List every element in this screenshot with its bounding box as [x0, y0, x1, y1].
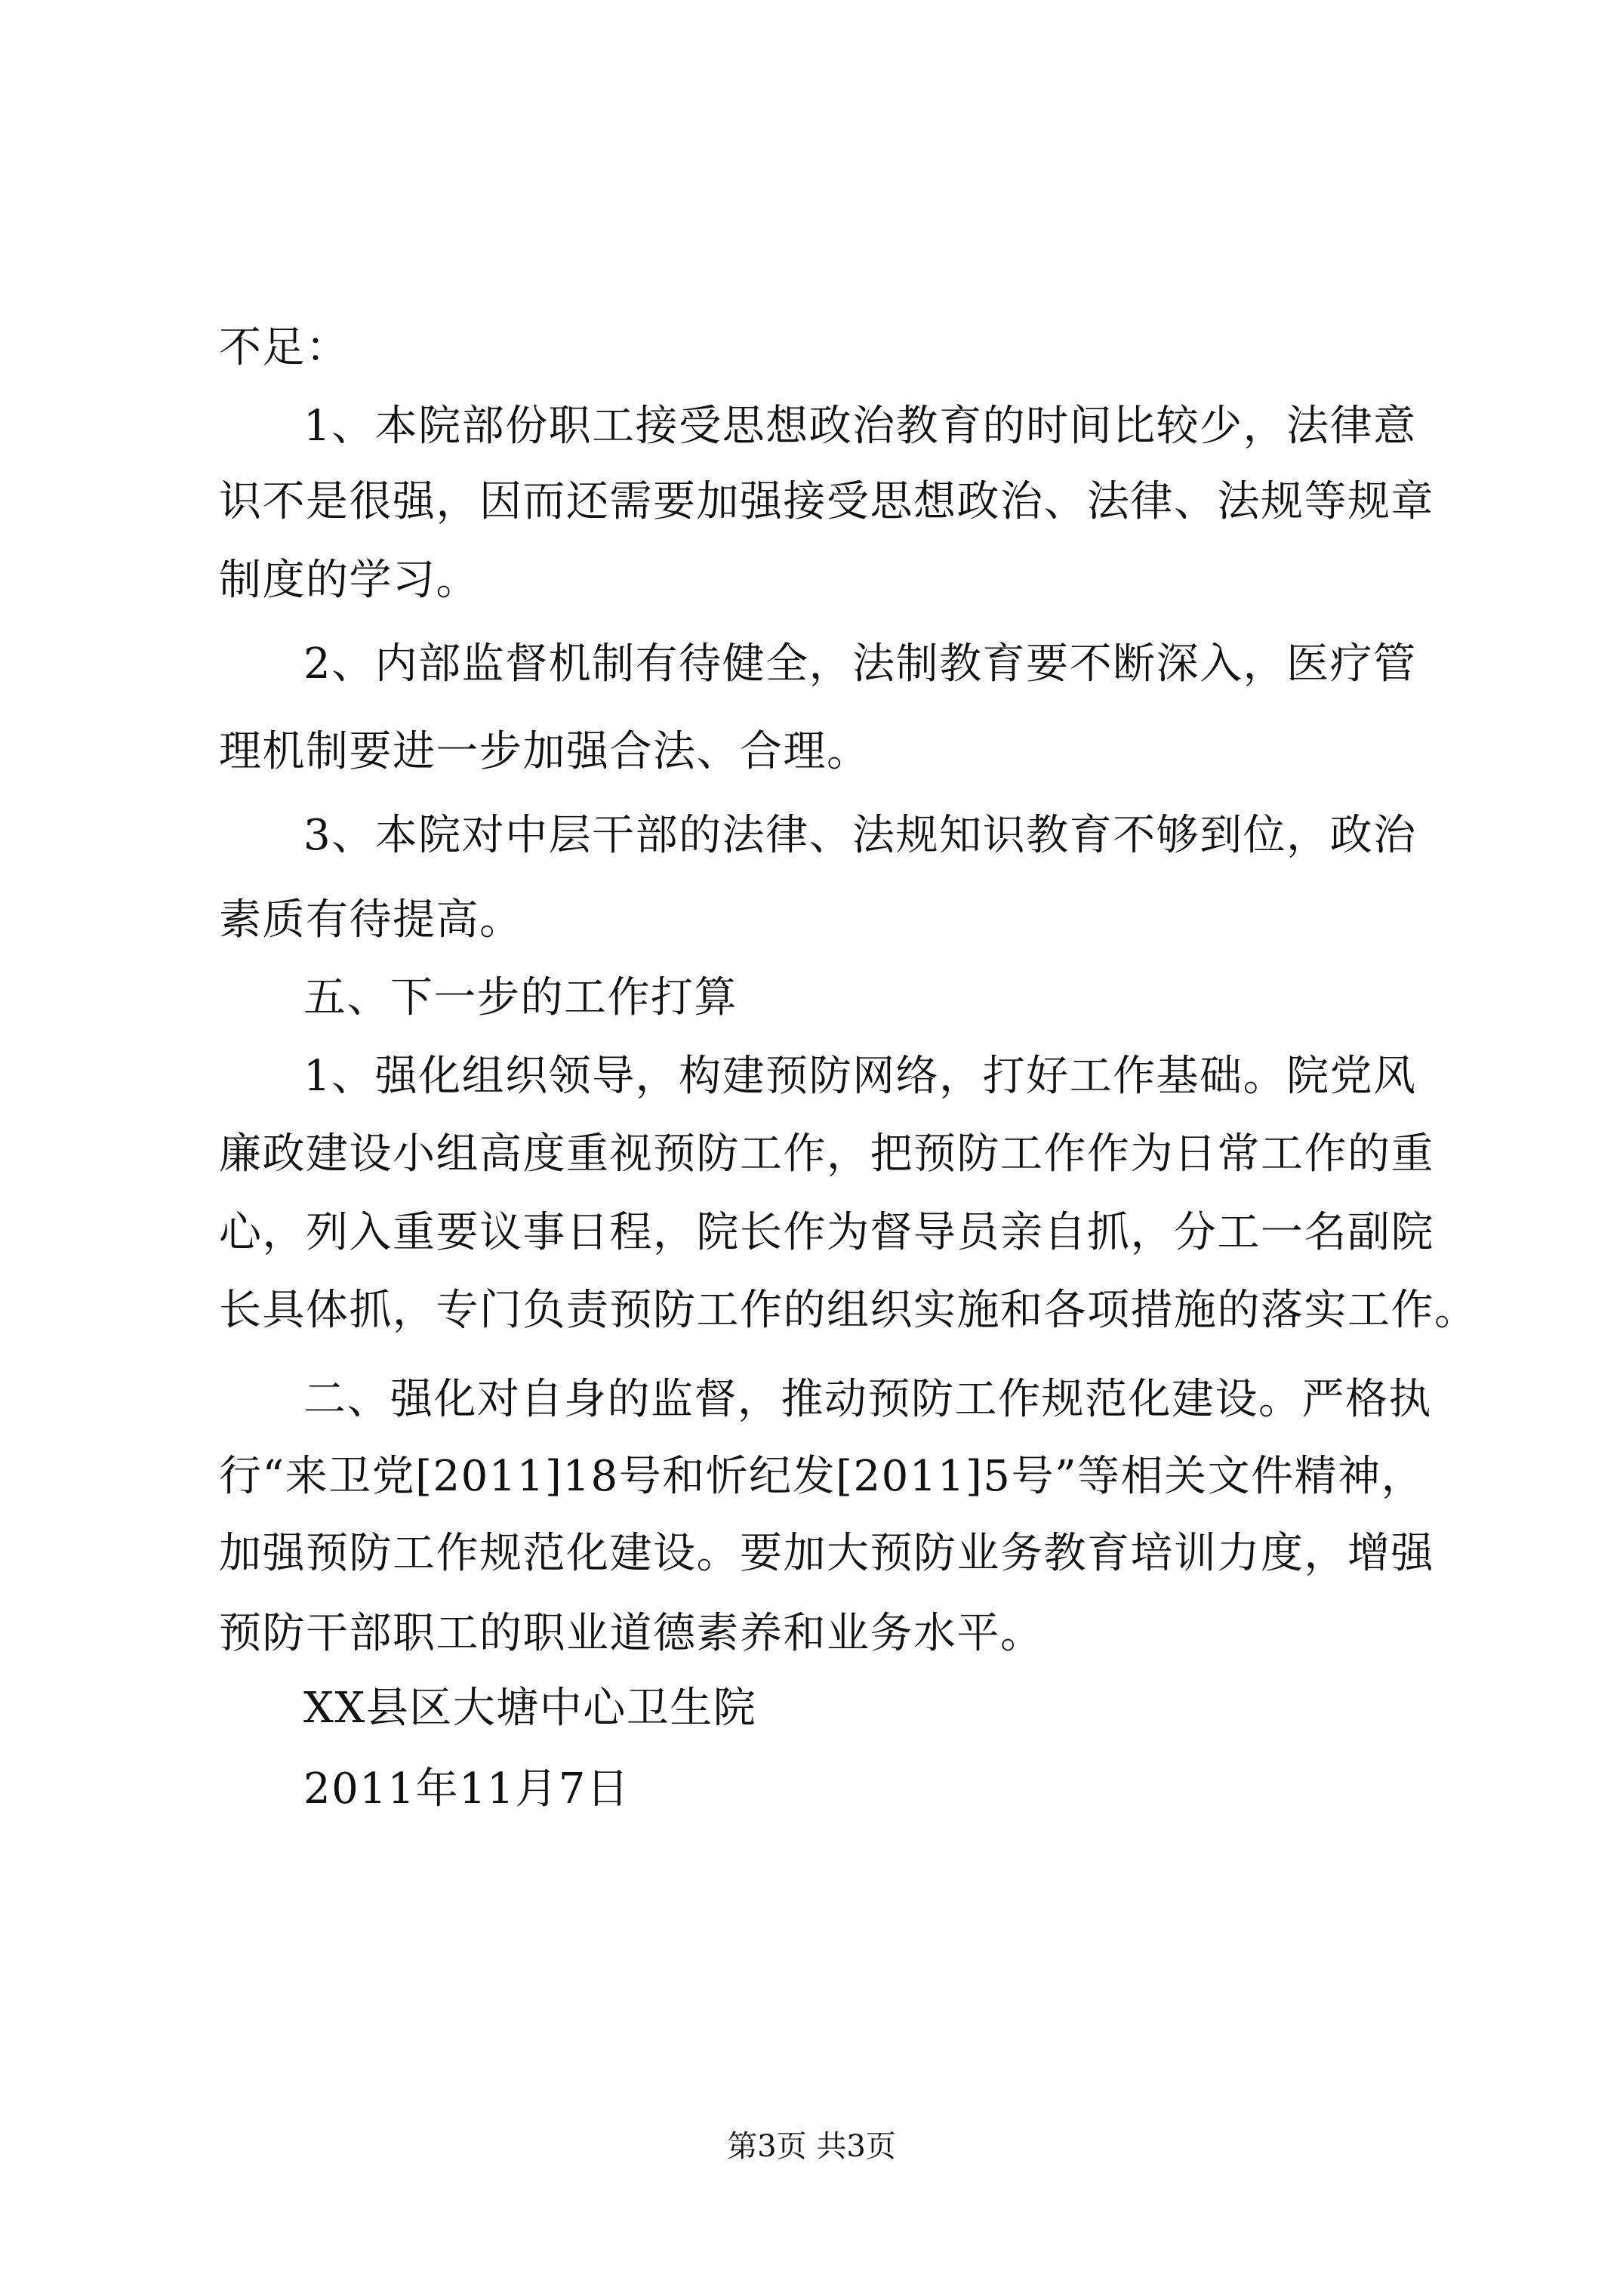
signature-organization: XX县区大塘中心卫生院: [303, 1684, 757, 1733]
text-line: 心，列入重要议事日程，院长作为督导员亲自抓，分工一名副院: [219, 1208, 1434, 1257]
text-line: 不足：: [219, 323, 350, 372]
text-line: 制度的学习。: [219, 556, 479, 605]
text-line: 行“来卫党[2011]18号和忻纪发[2011]5号”等相关文件精神，: [219, 1452, 1425, 1501]
text-line: 1、本院部份职工接受思想政治教育的时间比较少，法律意: [303, 402, 1417, 451]
signature-date: 2011年11月7日: [303, 1764, 630, 1814]
section-heading: 五、下一步的工作打算: [303, 973, 738, 1022]
text-line: 加强预防工作规范化建设。要加大预防业务教育培训力度，增强: [219, 1529, 1434, 1578]
text-line: 识不是很强，因而还需要加强接受思想政治、法律、法规等规章: [219, 477, 1434, 526]
text-line: 2、内部监督机制有待健全，法制教育要不断深入，医疗管: [303, 639, 1417, 689]
text-line: 廉政建设小组高度重视预防工作，把预防工作作为日常工作的重: [219, 1130, 1434, 1179]
text-line: 1、强化组织领导，构建预防网络，打好工作基础。院党风: [303, 1052, 1417, 1101]
page-number-footer: 第3页 共3页: [727, 2129, 896, 2164]
text-line: 3、本院对中层干部的法律、法规知识教育不够到位，政治: [303, 811, 1417, 860]
text-line: 素质有待提高。: [219, 895, 523, 945]
text-line: 长具体抓，专门负责预防工作的组织实施和各项措施的落实工作。: [219, 1286, 1478, 1335]
text-line: 理机制要进一步加强合法、合理。: [219, 727, 870, 776]
text-line: 二、强化对自身的监督，推动预防工作规范化建设。严格执: [303, 1375, 1432, 1424]
text-line: 预防干部职工的职业道德素养和业务水平。: [219, 1609, 1044, 1658]
